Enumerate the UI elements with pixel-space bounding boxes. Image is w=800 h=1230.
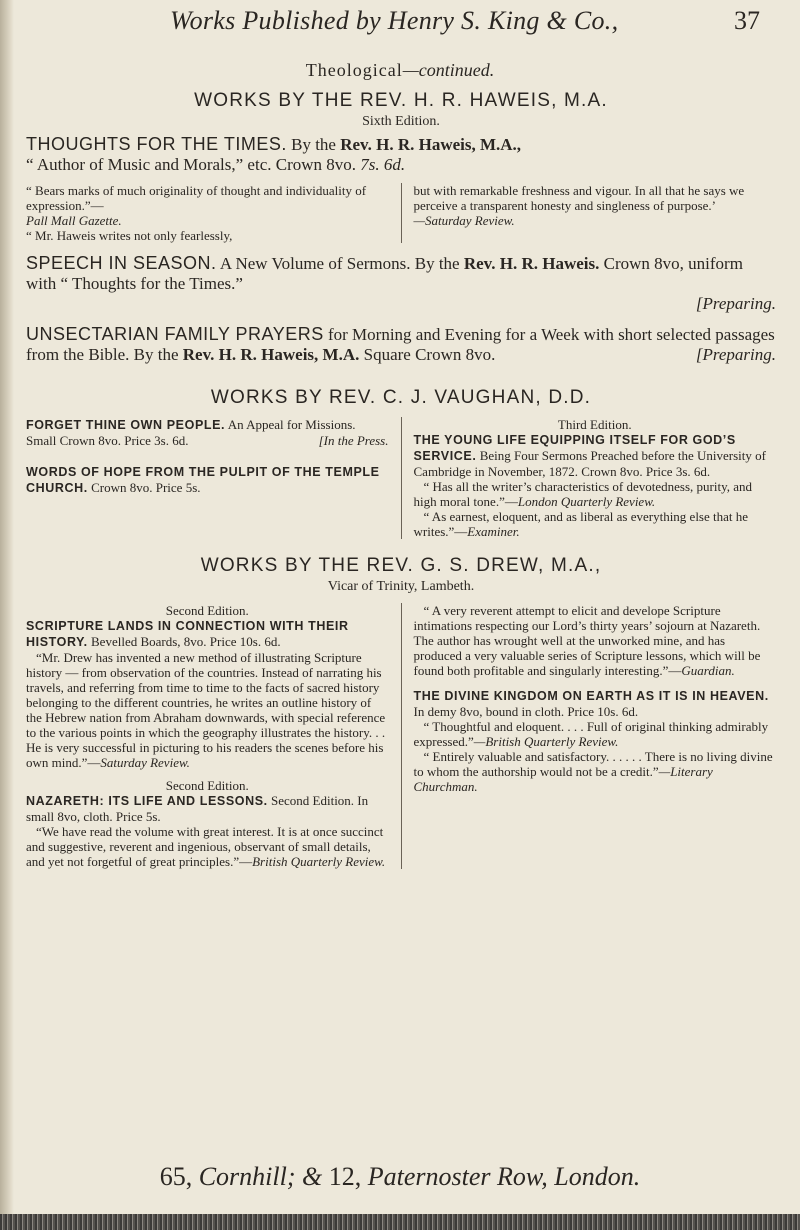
scripture-quote-source: Saturday Review. — [100, 755, 190, 770]
nazareth-quote2 — [414, 603, 777, 678]
scripture-quote-text: “Mr. Drew has invented a new method of illustrating Scripture history — from observation of the countries. Instead of narrating his travels, and referring from time to time to the facts of sacred history belonging to the different countries, he writes an outline history of the Hebrew nation from Abraham downwards, with special reference to the various points in which the geography illustrates the history. . . He is very successful in picturing to his readers the scenes before his own mind.”— — [26, 650, 386, 770]
prayers-entry — [26, 324, 776, 365]
speech-status: [Preparing. — [695, 294, 776, 313]
scan-edge-strip — [0, 1214, 800, 1230]
thoughts-review-right-source: —Saturday Review. — [413, 213, 515, 228]
nazareth-entry — [26, 793, 389, 824]
drew-left-column — [26, 603, 402, 869]
speech-text1: A New Volume of Sermons. By the — [219, 254, 460, 273]
running-head: Works Published by Henry S. King & Co., — [170, 6, 619, 35]
publisher-address — [0, 1162, 800, 1192]
footer-number2: 12, — [328, 1162, 362, 1191]
scripture-edition: Second Edition. — [165, 603, 249, 618]
thoughts-author: Rev. H. R. Haweis, M.A., — [340, 135, 522, 154]
footer-street2: Paternoster Row, London. — [367, 1162, 641, 1191]
young-quote1-text: “ Has all the writer’s characteristics of devotedness, purity, and high moral tone.”— — [413, 479, 752, 509]
haweis-heading: WORKS BY THE REV. H. R. HAWEIS, M.A. — [194, 90, 608, 111]
speech-entry — [26, 253, 776, 294]
prayers-text2: Square Crown 8vo. — [363, 345, 496, 364]
haweis-edition: Sixth Edition. — [362, 114, 440, 129]
thoughts-entry — [26, 134, 776, 175]
nazareth-quote-text: “We have read the volume with great interest. It is at once succinct and suggestive, reverent and ingenious, observant of small details, and yet not forgetful of great principles.”— — [26, 824, 384, 869]
section-name: Theological — [305, 60, 403, 80]
drew-heading: WORKS BY THE REV. G. S. DREW, M.A., — [200, 555, 602, 576]
thoughts-review-left-source: Pall Mall Gazette. — [26, 213, 122, 228]
section-continued: —continued. — [402, 60, 495, 80]
footer-amp: & — [302, 1162, 323, 1191]
forget-status: [In the Press. — [318, 433, 389, 448]
nazareth-quote2-source: Guardian. — [681, 663, 735, 678]
thoughts-review-right-text: but with remarkable freshness and vigour. In all that he says we perceive a transparent honesty and singleness of purpose.’ — [413, 183, 745, 213]
young-text: Being Four Sermons Preached before the University of Cambridge in November, 1872. Crown 8vo. Price 3s. 6d. — [413, 448, 766, 479]
words-entry — [26, 464, 389, 496]
footer-street1: Cornhill; — [198, 1162, 296, 1191]
page-content — [26, 90, 776, 869]
young-quote2 — [414, 509, 777, 539]
thoughts-review-left-text2: “ Mr. Haweis writes not only fearlessly, — [26, 228, 233, 243]
speech-title: SPEECH IN SEASON. — [26, 253, 217, 273]
young-entry — [414, 432, 777, 479]
vaughan-left-column — [26, 417, 402, 539]
drew-columns — [26, 603, 776, 869]
scripture-quote — [26, 650, 389, 770]
young-title: THE YOUNG LIFE EQUIPPING ITSELF FOR GOD’S SERVICE. — [413, 433, 736, 463]
words-text: Crown 8vo. Price 5s. — [91, 480, 201, 495]
thoughts-price: 7s. 6d. — [360, 155, 406, 174]
nazareth-quote — [26, 824, 389, 869]
young-quote1-source: London Quarterly Review. — [517, 494, 656, 509]
thoughts-by: By the — [291, 135, 336, 154]
speech-text2: Crown 8vo, uniform with “ Thoughts for the Times.” — [26, 254, 743, 293]
young-edition: Third Edition. — [557, 417, 632, 432]
thoughts-review-left — [26, 183, 402, 243]
vaughan-columns — [26, 417, 776, 539]
nazareth-quote-source: British Quarterly Review. — [252, 854, 386, 869]
kingdom-quote2-source: —Literary Churchman. — [413, 764, 713, 794]
page-spine-shadow — [0, 0, 14, 1230]
prayers-title: UNSECTARIAN FAMILY PRAYERS — [26, 324, 324, 344]
scripture-entry — [26, 618, 389, 650]
prayers-text1: for Morning and Evening for a Week with short selected passages from the Bible. By the — [26, 325, 775, 364]
forget-entry — [26, 417, 389, 448]
section-title — [0, 60, 800, 81]
prayers-author: Rev. H. R. Haweis, M.A. — [182, 345, 360, 364]
kingdom-quote2 — [414, 749, 777, 794]
page-number: 37 — [734, 6, 760, 35]
drew-subheading: Vicar of Trinity, Lambeth. — [327, 579, 475, 594]
thoughts-line2: “ Author of Music and Morals,” etc. Crown 8vo. — [26, 155, 357, 174]
nazareth-title: NAZARETH: ITS LIFE AND LESSONS. — [26, 794, 268, 808]
page-header — [40, 6, 760, 46]
nazareth-quote2-text: “ A very reverent attempt to elicit and develope Scripture intimations respecting our Lord’s thirty years’ sojourn at Nazareth. The author has wrought well at the unworked mine, and has produced a very valuable series of Scripture lessons, which will be found both profitable and singularly interesting.”— — [413, 603, 761, 678]
kingdom-text: In demy 8vo, bound in cloth. Price 10s. 6d. — [413, 704, 639, 719]
kingdom-quote1 — [414, 719, 777, 749]
thoughts-title: THOUGHTS FOR THE TIMES. — [26, 134, 287, 154]
thoughts-review-right — [402, 183, 777, 243]
young-quote2-text: “ As earnest, eloquent, and as liberal as everything else that he writes.”— — [413, 509, 749, 539]
kingdom-entry — [414, 688, 777, 719]
footer-number: 65, — [159, 1162, 193, 1191]
scripture-text: Bevelled Boards, 8vo. Price 10s. 6d. — [91, 634, 281, 649]
forget-title: FORGET THINE OWN PEOPLE. — [26, 418, 226, 432]
kingdom-quote1-text: “ Thoughtful and eloquent. . . . Full of original thinking admirably expressed.” — [413, 719, 769, 749]
vaughan-heading: WORKS BY REV. C. J. VAUGHAN, D.D. — [210, 387, 592, 408]
forget-text: An Appeal for Missions. Small Crown 8vo. Price 3s. 6d. — [26, 417, 356, 448]
nazareth-edition: Second Edition. — [165, 778, 249, 793]
drew-right-column — [402, 603, 777, 869]
young-quote2-source: Examiner. — [467, 524, 520, 539]
scripture-title: SCRIPTURE LANDS IN CONNECTION WITH THEIR HISTORY. — [26, 619, 349, 649]
kingdom-title: THE DIVINE KINGDOM ON EARTH AS IT IS IN HEAVEN. — [413, 689, 769, 703]
nazareth-text: Second Edition. In small 8vo, cloth. Price 5s. — [26, 793, 369, 824]
kingdom-quote1-source: —British Quarterly Review. — [473, 734, 619, 749]
prayers-status: [Preparing. — [695, 345, 776, 364]
kingdom-quote2-text: “ Entirely valuable and satisfactory. . . . . . There is no living divine to whom the authorship would not be a credit.” — [413, 749, 773, 779]
vaughan-right-column — [402, 417, 777, 539]
thoughts-review-left-text: “ Bears marks of much originality of thought and individuality of expression.”— — [26, 183, 367, 213]
speech-author: Rev. H. R. Haweis. — [463, 254, 600, 273]
words-title: WORDS OF HOPE FROM THE PULPIT OF THE TEMPLE CHURCH. — [26, 465, 380, 495]
young-quote1 — [414, 479, 777, 509]
thoughts-reviews — [26, 183, 776, 243]
